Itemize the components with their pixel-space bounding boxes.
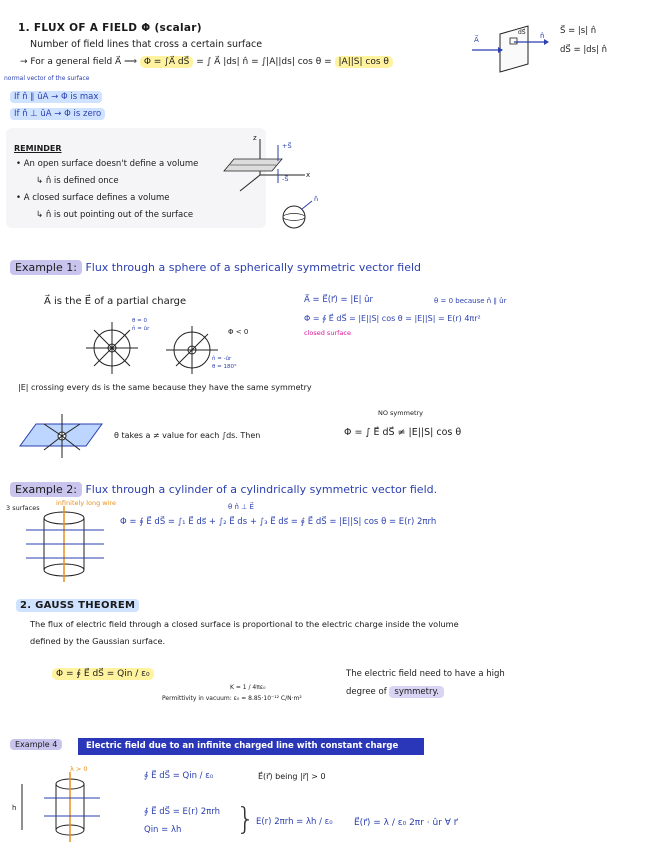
surface-vector-dS: dS⃗ = |ds| n̂ (560, 45, 607, 55)
gauss-line1: The flux of electric field through a closed surface is proportional to the electric charge inside the volume (30, 619, 459, 629)
symmetry-note2 (346, 688, 444, 698)
symmetry-highlight: symmetry. (389, 686, 444, 698)
symmetry-line: |E| crossing every ds is the same because they have the same symmetry (18, 383, 312, 392)
if-parallel (10, 93, 102, 103)
example1-eq1: A⃗ = E⃗(r⃗) = |E| ûr (304, 295, 374, 305)
axes-figure (220, 135, 330, 195)
phi-negative-label: Φ < 0 (228, 328, 249, 336)
theta-180-label: θ = 180° (212, 364, 237, 370)
axis-minus-s: -S⃗ (282, 175, 289, 183)
flux-definition: Number of field lines that cross a certain surface (30, 39, 263, 50)
section1-title: 1. FLUX OF A FIELD Φ (scalar) (18, 22, 202, 34)
theta-equation: Φ = ∫ E⃗ dS⃗ ≠ |E||S| cos θ (344, 427, 462, 438)
example1-A-line: A⃗ is the E⃗ of a partial charge (44, 296, 187, 307)
symmetry-note2-text: degree of (346, 687, 387, 697)
if-parallel-text: If n̂ ∥ ûA → Φ is max (10, 91, 102, 103)
axis-plus-s: +S⃗ (282, 142, 292, 150)
example4-eqC: Qin = λh (144, 825, 182, 835)
reminder-line1: • An open surface doesn't define a volume (16, 159, 199, 169)
example4-label: Example 4 (10, 739, 62, 750)
example2-title: Flux through a cylinder of a cylindrically symmetric vector field. (85, 483, 438, 496)
example4-eqE: E⃗(r⃗) = λ / ε₀ 2πr · ûr ∀ r⃗ (354, 818, 458, 828)
fig-n-label: n̂ (540, 32, 545, 40)
general-field-prefix: → For a general field A⃗ ⟹ (20, 57, 137, 67)
sphere-figure (278, 195, 328, 235)
example2-label: Example 2: (10, 482, 82, 497)
no-symmetry-label: NO symmetry (378, 409, 424, 417)
example1-header (10, 262, 421, 275)
example1-title: Flux through a sphere of a spherically symmetric vector field (85, 261, 422, 274)
fig-dS-label: dS⃗ (518, 29, 526, 36)
sphere-n-label: n̂ (314, 195, 319, 203)
plane-charge-figure (20, 410, 110, 460)
gauss-law-text: Φ = ∮ E⃗ dS⃗ = Qin / ε₀ (52, 668, 154, 680)
reminder-line3: • A closed surface defines a volume (16, 193, 170, 203)
section2-title (16, 600, 139, 612)
surface-vector-S: S⃗ = |s| n̂ (560, 26, 597, 36)
surface-figure (470, 22, 550, 82)
if-perp (10, 110, 105, 120)
k-equation: K = 1 / 4πε₀ (230, 684, 266, 691)
reminder-line2: ↳ n̂ is defined once (36, 176, 119, 186)
reminder-title: REMINDER (14, 144, 62, 153)
three-surfaces-label: 3 surfaces (6, 504, 40, 512)
permittivity-line: Permittivity in vacuum: ε₀ = 8.85·10⁻¹² C/N·m² (162, 695, 302, 702)
infinite-line-figure (14, 770, 114, 842)
example1-eq1-note: θ = 0 because n̂ ∥ ûr (434, 297, 507, 305)
section2-title-text: 2. GAUSS THEOREM (16, 599, 139, 612)
brace: } (236, 802, 256, 837)
if-perp-text: If n̂ ⊥ ûA → Φ is zero (10, 108, 105, 120)
example1-label: Example 1: (10, 260, 82, 275)
n-perp-E-label: θ n̂ ⊥ E⃗ (228, 503, 254, 511)
example4-header (10, 740, 62, 749)
gauss-line2: defined by the Gaussian surface. (30, 636, 166, 646)
example4-banner: Electric field due to an infinite charged line with constant charge density λ > 0 (78, 738, 424, 755)
axis-z-label: z (253, 134, 257, 142)
example2-header (10, 484, 437, 497)
theta-zero-label: θ = 0 (132, 318, 147, 324)
closed-surface-label: closed surface (304, 329, 351, 337)
cylinder-figure (20, 506, 120, 582)
fig-A-label: A⃗ (474, 36, 479, 44)
charge-figures (84, 318, 234, 380)
normal-vector-note: normal vector of the surface (4, 75, 90, 82)
gauss-law (52, 669, 154, 679)
general-field-line (20, 57, 393, 67)
n-neg-ur-label: n̂ = -ûr (212, 356, 232, 362)
n-eq-ur-label: n̂ = ûr (132, 326, 150, 332)
example4-eqD: E(r) 2πrh = λh / ε₀ (256, 817, 333, 827)
lambda-label: λ > 0 (70, 765, 88, 773)
flux-result-highlight: |A||S| cos θ (335, 56, 393, 68)
flux-integral-highlight: Φ = ∫A⃗ dS⃗ (140, 56, 193, 68)
general-field-rest: = ∫ A⃗ |ds| n̂ = ∫|A||ds| cos θ = (196, 57, 332, 67)
height-label: h (12, 804, 17, 812)
reminder-line4: ↳ n̂ is out pointing out of the surface (36, 210, 194, 220)
theta-line: θ takes a ≠ value for each ∫ds. Then (114, 431, 261, 440)
example2-equation: Φ = ∮ E⃗ dS⃗ = ∫₁ E⃗ ds⃗ + ∫₂ E⃗ ds + ∫₃ E⃗ ds⃗ = ∮ E⃗ dS⃗ = |E||S| cos θ = E(r) 2πrh (120, 517, 437, 527)
example4-eqA-note: E⃗(r⃗) being |r⃗| > 0 (258, 772, 326, 781)
example4-eqA: ∮ E⃗ dS⃗ = Qin / ε₀ (144, 771, 214, 781)
symmetry-note1: The electric field need to have a high (346, 669, 505, 679)
example4-eqB: ∮ E⃗ dS⃗ = E(r) 2πrh (144, 807, 220, 817)
wire-label: infinitely long wire (56, 499, 116, 507)
example1-eq2: Φ = ∮ E⃗ dS⃗ = |E||S| cos θ = |E||S| = E(r) 4πr² (304, 314, 481, 323)
axis-x-label: x (306, 171, 311, 179)
